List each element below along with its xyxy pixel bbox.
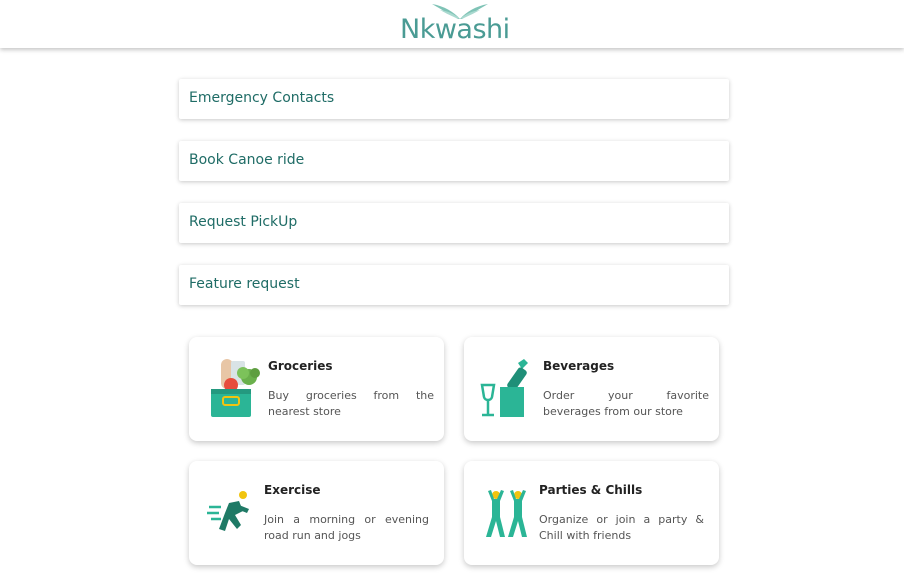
party-people-icon: [480, 481, 540, 545]
grocery-basket-icon: [205, 357, 265, 421]
card-groceries[interactable]: [189, 337, 444, 441]
menu-item-label: Emergency Contacts: [189, 90, 335, 106]
card-description: Buy groceries from the nearest store: [268, 389, 434, 418]
card-description: Order your favorite beverages from our store: [543, 389, 709, 418]
wine-bucket-icon: [480, 357, 540, 421]
top-bar: [0, 0, 904, 48]
menu-item-label: Book Canoe ride: [189, 152, 305, 168]
card-beverages[interactable]: [464, 337, 719, 441]
brand-name: Nkwashi: [400, 14, 510, 45]
menu-item-emergency-contacts[interactable]: [179, 79, 729, 119]
card-title: Groceries: [268, 359, 333, 373]
menu-item-label: Feature request: [189, 276, 300, 292]
menu-item-feature-request[interactable]: [179, 265, 729, 305]
card-title: Exercise: [264, 483, 321, 497]
menu-item-request-pickup[interactable]: [179, 203, 729, 243]
runner-icon: [205, 481, 265, 545]
card-title: Beverages: [543, 359, 615, 373]
card-parties-chills[interactable]: [464, 461, 719, 565]
card-description: Organize or join a party & Chill with friends: [539, 513, 704, 542]
menu-item-book-canoe-ride[interactable]: [179, 141, 729, 181]
card-title: Parties & Chills: [539, 483, 643, 497]
brand-logo[interactable]: [396, 0, 512, 48]
menu-item-label: Request PickUp: [189, 214, 298, 230]
card-exercise[interactable]: [189, 461, 444, 565]
card-description: Join a morning or evening road run and jogs: [264, 513, 429, 542]
